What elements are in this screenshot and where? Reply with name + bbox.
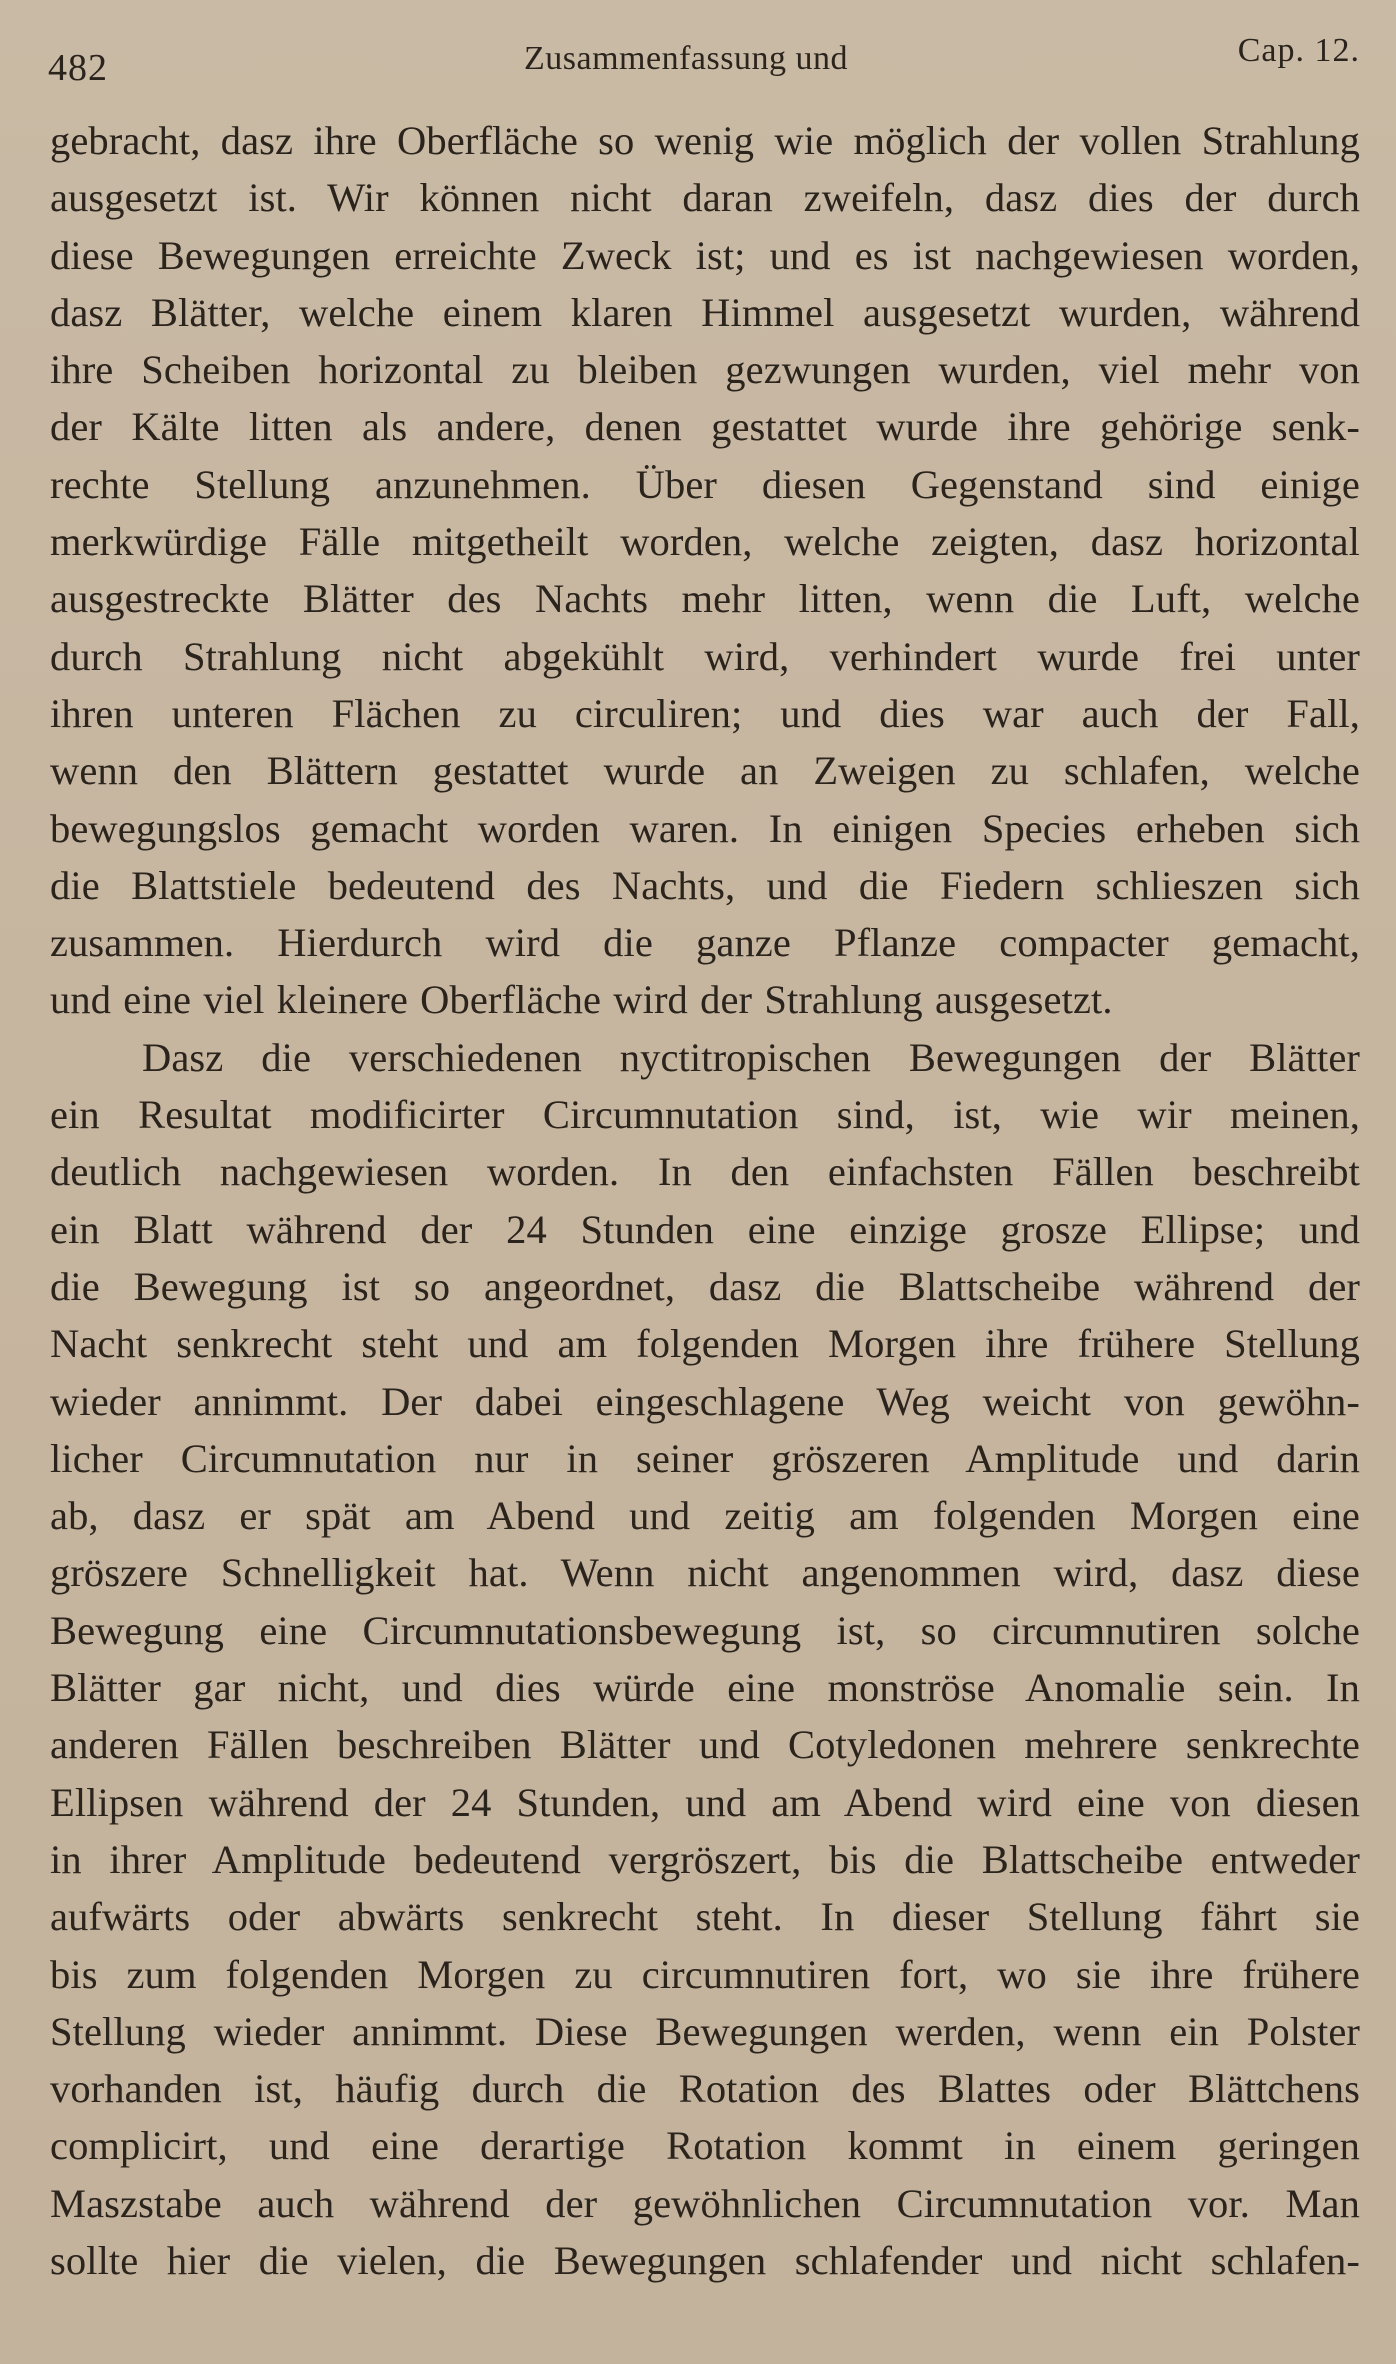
text-line: ein Blatt während der 24 Stunden eine einzige grosze Ellipse; und [50,1206,1360,1252]
text-line: licher Circumnutation nur in seiner gröszeren Amplitude und darin [50,1435,1360,1481]
text-line: ihre Scheiben horizontal zu bleiben gezwungen wurden, viel mehr von [50,347,1360,393]
text-line: gröszere Schnelligkeit hat. Wenn nicht angenommen wird, dasz diese [50,1550,1360,1596]
running-title: Zusammenfassung und [524,40,848,77]
text-line: vorhanden ist, häufig durch die Rotation des Blattes oder Blättchens [50,2066,1360,2112]
text-line: und eine viel kleinere Oberfläche wird der Strahlung ausgesetzt. [50,977,1113,1023]
text-line: ein Resultat modificirter Circumnutation sind, ist, wie wir meinen, [50,1092,1360,1138]
page-number: 482 [48,47,108,89]
body-text [50,112,1360,2289]
text-line: Blätter gar nicht, und dies würde eine monströse Anomalie sein. In [50,1665,1360,1711]
text-line: der Kälte litten als andere, denen gestattet wurde ihre gehörige senk- [50,404,1360,450]
text-line: Ellipsen während der 24 Stunden, und am Abend wird eine von diesen [50,1779,1360,1825]
text-line: anderen Fällen beschreiben Blätter und Cotyledonen mehrere senkrechte [50,1722,1360,1768]
text-line: die Blattstiele bedeutend des Nachts, und die Fiedern schlieszen sich [50,862,1360,908]
text-line: ihren unteren Flächen zu circuliren; und dies war auch der Fall, [50,690,1360,736]
text-line: in ihrer Amplitude bedeutend vergröszert, bis die Blattscheibe entweder [50,1836,1360,1882]
text-line: ausgestreckte Blätter des Nachts mehr litten, wenn die Luft, welche [50,576,1360,622]
text-line: zusammen. Hierdurch wird die ganze Pflanze compacter gemacht, [50,920,1360,966]
text-line: deutlich nachgewiesen worden. In den einfachsten Fällen beschreibt [50,1149,1360,1195]
text-line: gebracht, dasz ihre Oberfläche so wenig wie möglich der vollen Strahlung [50,118,1360,163]
text-line: die Bewegung ist so angeordnet, dasz die Blattscheibe während der [50,1263,1360,1309]
text-line: ausgesetzt ist. Wir können nicht daran zweifeln, dasz dies der durch [50,175,1360,221]
text-line: Maszstabe auch während der gewöhnlichen Circumnutation vor. Man [50,2180,1360,2226]
text-line: complicirt, und eine derartige Rotation kommt in einem geringen [50,2123,1360,2169]
text-line: sollte hier die vielen, die Bewegungen schlafender und nicht schlafen- [50,2237,1360,2283]
paragraph-first-line: Dasz die verschiedenen nyctitropischen Bewegungen der Blätter [142,1034,1360,1080]
text-line: merkwürdige Fälle mitgetheilt worden, welche zeigten, dasz horizontal [50,519,1360,565]
text-line: Nacht senkrecht steht und am folgenden Morgen ihre frühere Stellung [50,1321,1360,1367]
page-header [48,28,1360,98]
text-line: ab, dasz er spät am Abend und zeitig am folgenden Morgen eine [50,1493,1360,1539]
text-line: durch Strahlung nicht abgekühlt wird, verhindert wurde frei unter [50,633,1360,679]
text-line: dasz Blätter, welche einem klaren Himmel ausgesetzt wurden, während [50,289,1360,335]
text-line: bis zum folgenden Morgen zu circumnutiren fort, wo sie ihre frühere [50,1951,1360,1997]
text-line: aufwärts oder abwärts senkrecht steht. In dieser Stellung fährt sie [50,1894,1360,1940]
text-line: bewegungslos gemacht worden waren. In einigen Species erheben sich [50,805,1360,851]
text-line: Bewegung eine Circumnutationsbewegung ist, so circumnutiren solche [50,1607,1360,1653]
text-line: wieder annimmt. Der dabei eingeschlagene Weg weicht von gewöhn- [50,1378,1360,1424]
chapter-label: Cap. 12. [1237,32,1360,69]
text-line: wenn den Blättern gestattet wurde an Zweigen zu schlafen, welche [50,748,1360,794]
text-line: rechte Stellung anzunehmen. Über diesen Gegenstand sind einige [50,461,1360,507]
text-line: diese Bewegungen erreichte Zweck ist; und es ist nachgewiesen worden, [50,232,1360,278]
text-line: Stellung wieder annimmt. Diese Bewegungen werden, wenn ein Polster [50,2008,1360,2054]
